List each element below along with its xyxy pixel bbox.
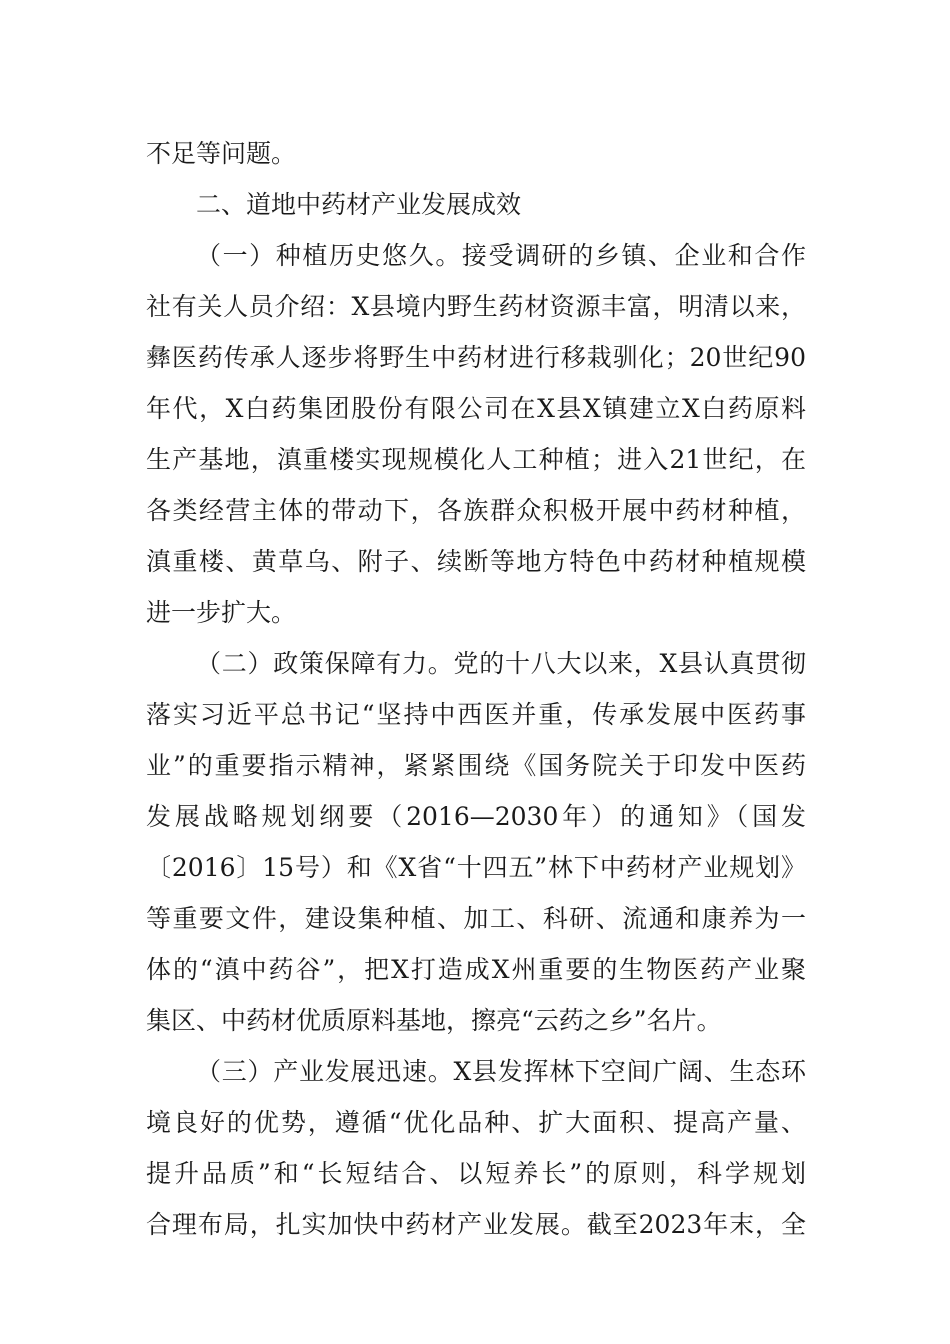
paragraph-3-line: 境良好的优势，遵循“优化品种、扩大面积、提高产量、 [146,1108,806,1137]
paragraph-2-line: 〔2016〕15号）和《X省“十四五”林下中药材产业规划》 [146,853,806,882]
paragraph-3-line: 合理布局，扎实加快中药材产业发展。截至2023年末，全 [146,1210,806,1239]
section-heading: 二、道地中药材产业发展成效 [196,190,522,219]
paragraph-2-line: 业”的重要指示精神，紧紧围绕《国务院关于印发中医药 [146,751,806,780]
paragraph-1-line: 年代，X白药集团股份有限公司在X县X镇建立X白药原料 [146,394,806,423]
paragraph-2-line: （二）政策保障有力。党的十八大以来，X县认真贯彻 [196,649,806,678]
paragraph-2-line: 等重要文件，建设集种植、加工、科研、流通和康养为一 [146,904,806,933]
paragraph-2-line: 体的“滇中药谷”，把X打造成X州重要的生物医药产业聚 [146,955,806,984]
paragraph-1-line: 各类经营主体的带动下，各族群众积极开展中药材种植， [146,496,806,525]
text-line: 不足等问题。 [146,139,297,168]
paragraph-3-line: 提升品质”和“长短结合、以短养长”的原则，科学规划 [146,1159,806,1188]
paragraph-3-line: （三）产业发展迅速。X县发挥林下空间广阔、生态环 [196,1057,806,1086]
paragraph-1-line: 滇重楼、黄草乌、附子、续断等地方特色中药材种植规模 [146,547,806,576]
document-body [146,128,806,1250]
paragraph-2-line: 落实习近平总书记“坚持中西医并重，传承发展中医药事 [146,700,806,729]
paragraph-1-line: 生产基地，滇重楼实现规模化人工种植；进入21世纪，在 [146,445,806,474]
paragraph-1-line: （一）种植历史悠久。接受调研的乡镇、企业和合作 [196,241,806,270]
paragraph-2-line: 集区、中药材优质原料基地，擦亮“云药之乡”名片。 [146,1006,722,1035]
paragraph-2-line: 发展战略规划纲要（2016—2030年）的通知》（国发 [146,802,806,831]
paragraph-1-line: 彝医药传承人逐步将野生中药材进行移栽驯化；20世纪90 [146,343,806,372]
paragraph-1-line: 社有关人员介绍：X县境内野生药材资源丰富，明清以来， [146,292,806,321]
paragraph-1-line: 进一步扩大。 [146,598,297,627]
